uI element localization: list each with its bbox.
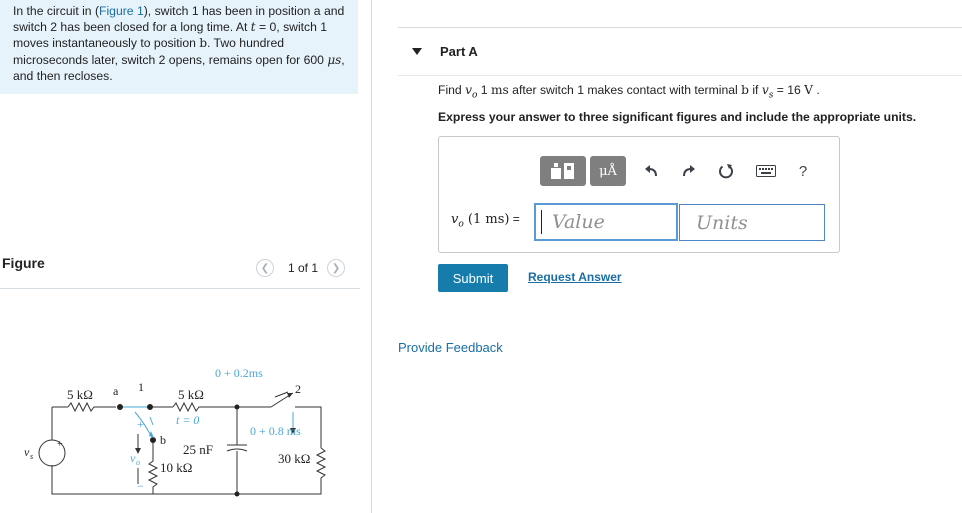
column-divider [371,0,372,513]
r-mid-label: 5 kΩ [178,387,204,402]
pager-count: 1 of 1 [288,261,319,275]
switch1-time-label: t = 0 [176,413,200,427]
units-placeholder: Units [696,211,748,234]
vo-minus: − [137,479,144,493]
figure-label: Figure [2,255,45,271]
question-part-3: after switch 1 makes contact with terminal [508,83,742,97]
question-unit: V [804,83,813,97]
problem-text-3: = 0, switch 1 moves instantaneously to position [13,20,328,51]
source-plus: + [57,439,63,450]
circuit-diagram [10,360,350,505]
part-a-title: Part A [440,44,478,59]
question-vo-sub: o [472,90,478,101]
request-answer-link[interactable]: Request Answer [528,270,622,284]
units-input[interactable] [679,204,825,241]
vo-plus: + [137,417,144,431]
figure-pager [256,258,345,278]
units-icon[interactable]: μÅ [590,156,626,186]
collapse-triangle-icon[interactable] [412,48,422,55]
question-part-4: if [748,83,762,97]
problem-statement [0,0,358,94]
vo-label: v [130,451,136,465]
problem-text-2: ), switch 1 has been in position a and switch 2 has been closed for a long time. At [13,4,345,35]
position-b: b [199,36,207,51]
question-part-1: Find [438,83,466,97]
r-bottom-label: 10 kΩ [160,460,193,475]
node-b-label: b [160,433,166,447]
eq-arg: (1 ms) [463,212,510,227]
r-right-label: 30 kΩ [278,451,311,466]
problem-text-4: . Two hundred microseconds later, switch 2 opens, remains open for 600 [13,36,328,67]
question-vo: v [465,83,472,97]
chevron-left-icon[interactable]: ❮ [256,259,274,277]
switch2-close-time: 0 + 0.8 ms [250,424,301,438]
time-variable: t [250,20,256,35]
eq-sub: o [458,219,464,230]
question-b: b [741,83,749,97]
value-input[interactable] [534,203,678,241]
capacitor-label: 25 nF [183,442,213,457]
answer-instruction: Express your answer to three significant figures and include the appropriate units. [438,110,917,124]
equation-label [451,212,520,230]
submit-button[interactable]: Submit [438,264,508,292]
question-text [438,83,820,100]
eq-sign: = [509,212,520,226]
text-caret [541,210,542,234]
help-icon[interactable]: ? [798,162,808,180]
vo-sub: o [136,458,140,467]
question-vs-sub: s [768,90,774,101]
question-part-5: = 16 [773,83,805,97]
eq-var: v [451,212,459,227]
r-left-label: 5 kΩ [67,387,93,402]
switch1-label: 1 [138,380,144,394]
chevron-right-icon[interactable]: ❯ [327,259,345,277]
part-a-header[interactable] [412,44,478,59]
figure-divider [0,288,360,289]
switch2-open-time: 0 + 0.2ms [215,366,263,380]
undo-icon[interactable] [641,161,661,181]
part-a-divider-bottom [398,75,962,76]
problem-text-1: In the circuit in ( [13,4,100,18]
micro-unit: μs [327,52,342,67]
question-ms: ms [490,83,509,97]
value-placeholder: Value [552,211,605,233]
reset-icon[interactable] [716,161,736,181]
vs-sub: s [30,452,34,461]
answer-box [438,136,840,253]
figure-link[interactable]: Figure 1 [99,4,144,18]
templates-icon[interactable] [540,156,586,186]
question-part-2: 1 [477,83,491,97]
part-a-divider-top [398,27,962,28]
node-a-label: a [113,384,119,398]
vs-label: v [24,445,30,459]
question-vs: v [761,83,769,97]
problem-text-5: , and then recloses. [13,52,345,83]
provide-feedback-link[interactable]: Provide Feedback [398,340,503,355]
switch2-label: 2 [295,382,301,396]
question-part-6: . [812,83,820,97]
redo-icon[interactable] [679,161,699,181]
keyboard-icon[interactable] [755,161,777,181]
